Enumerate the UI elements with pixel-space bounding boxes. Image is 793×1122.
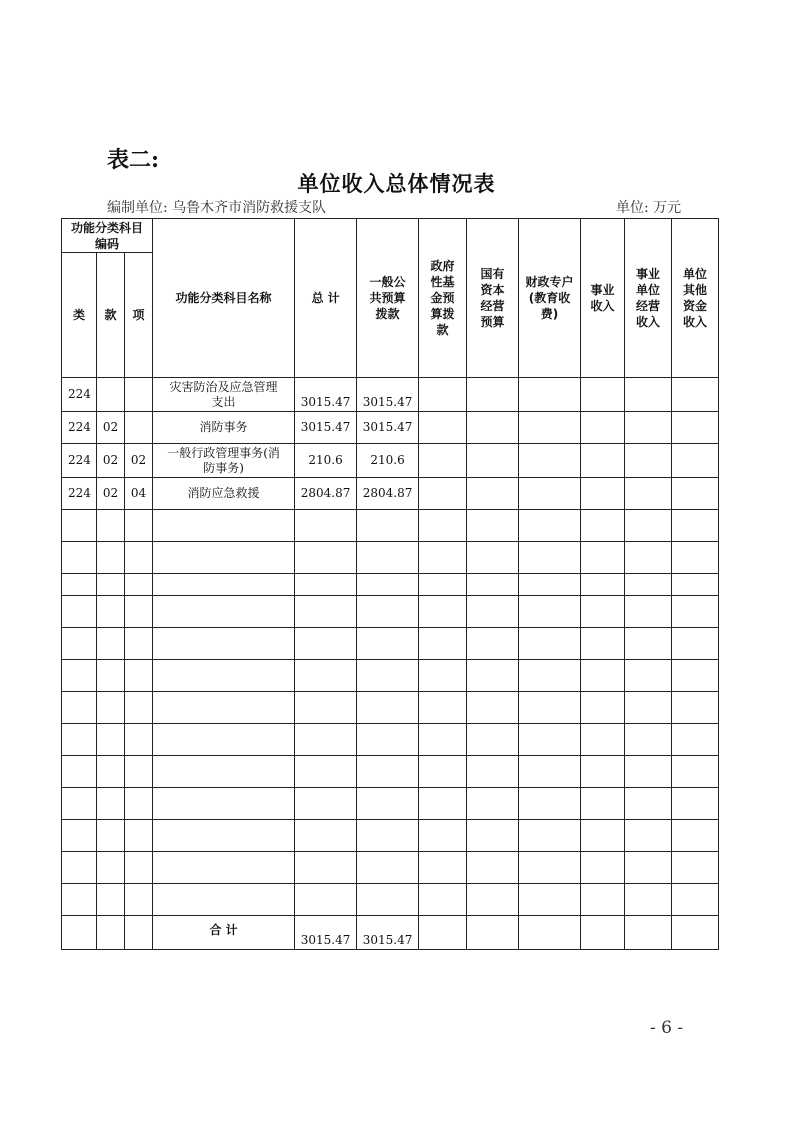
empty-row (62, 788, 719, 820)
empty-row (62, 510, 719, 542)
header-general-budget: 一般公共预算拨款 (357, 219, 419, 378)
cell-name: 一般行政管理事务(消防事务) (153, 444, 295, 478)
grand-general: 3015.47 (357, 916, 419, 950)
table-label: 表二: (107, 147, 160, 173)
cell-total: 3015.47 (295, 378, 357, 412)
header-xiang: 项 (125, 253, 153, 378)
page-number: - 6 - (650, 1018, 684, 1038)
cell-kuan: 02 (97, 478, 125, 510)
header-state-capital: 国有资本经营预算 (467, 219, 519, 378)
header-lei: 类 (62, 253, 97, 378)
empty-row (62, 756, 719, 788)
header-kuan: 款 (97, 253, 125, 378)
empty-row (62, 574, 719, 596)
cell-xiang (125, 378, 153, 412)
cell-total: 3015.47 (295, 412, 357, 444)
cell-total: 210.6 (295, 444, 357, 478)
empty-row (62, 692, 719, 724)
cell-general: 210.6 (357, 444, 419, 478)
header-name: 功能分类科目名称 (153, 219, 295, 378)
cell-lei: 224 (62, 412, 97, 444)
cell-general: 3015.47 (357, 378, 419, 412)
table-row (62, 444, 719, 478)
cell-name: 消防事务 (153, 412, 295, 444)
empty-row (62, 660, 719, 692)
empty-row (62, 852, 719, 884)
empty-row (62, 884, 719, 916)
table-row (62, 478, 719, 510)
cell-name: 灾害防治及应急管理支出 (153, 378, 295, 412)
cell-lei: 224 (62, 478, 97, 510)
cell-kuan: 02 (97, 412, 125, 444)
cell-total: 2804.87 (295, 478, 357, 510)
cell-kuan (97, 378, 125, 412)
cell-lei: 224 (62, 378, 97, 412)
header-special-account: 财政专户(教育收费) (519, 219, 581, 378)
cell-kuan: 02 (97, 444, 125, 478)
empty-row (62, 596, 719, 628)
table-row (62, 378, 719, 412)
header-unit-operating: 事业单位经营收入 (625, 219, 672, 378)
header-business-income: 事业收入 (581, 219, 625, 378)
empty-row (62, 628, 719, 660)
header-other-income: 单位其他资金收入 (672, 219, 719, 378)
income-table (61, 218, 719, 950)
empty-row (62, 820, 719, 852)
cell-lei: 224 (62, 444, 97, 478)
cell-xiang: 02 (125, 444, 153, 478)
document-title: 单位收入总体情况表 (297, 171, 496, 196)
empty-row (62, 542, 719, 574)
header-total: 总 计 (295, 219, 357, 378)
compiling-unit: 编制单位: 乌鲁木齐市消防救援支队 (107, 200, 327, 216)
cell-general: 3015.47 (357, 412, 419, 444)
total-row (62, 916, 719, 950)
cell-xiang: 04 (125, 478, 153, 510)
header-code-group: 功能分类科目编码 (62, 219, 153, 253)
header-gov-fund: 政府性基金预算拨款 (419, 219, 467, 378)
currency-unit: 单位: 万元 (616, 200, 682, 216)
cell-general: 2804.87 (357, 478, 419, 510)
empty-row (62, 724, 719, 756)
cell-name: 消防应急救援 (153, 478, 295, 510)
total-label: 合 计 (153, 916, 295, 950)
cell-xiang (125, 412, 153, 444)
table-row (62, 412, 719, 444)
grand-total: 3015.47 (295, 916, 357, 950)
